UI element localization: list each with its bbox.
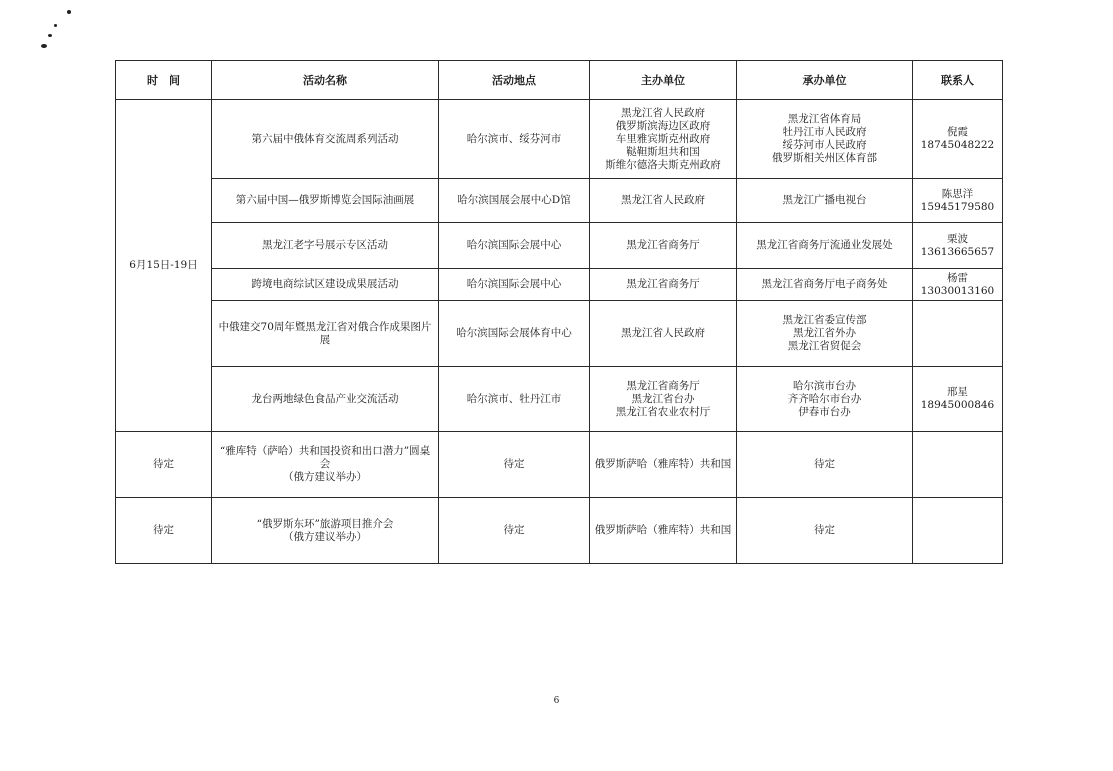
host-cell: 黑龙江省商务厅 xyxy=(590,269,737,301)
activity-name-cell: “俄罗斯东环”旅游项目推介会 （俄方建议举办） xyxy=(212,498,439,564)
organizer-cell: 待定 xyxy=(737,432,913,498)
time-cell: 待定 xyxy=(116,432,212,498)
contact-cell: 倪霞 18745048222 xyxy=(913,100,1003,179)
header-row xyxy=(116,61,1003,100)
activity-name-cell: 中俄建交70周年暨黑龙江省对俄合作成果图片展 xyxy=(212,301,439,367)
organizer-cell: 黑龙江广播电视台 xyxy=(737,179,913,223)
page-number: 6 xyxy=(553,696,560,706)
host-cell: 黑龙江省人民政府 xyxy=(590,301,737,367)
contact-cell xyxy=(913,301,1003,367)
header-activity-name: 活动名称 xyxy=(212,61,439,100)
contact-cell xyxy=(913,498,1003,564)
activity-name-cell: 跨境电商综试区建设成果展活动 xyxy=(212,269,439,301)
table-row xyxy=(116,100,1003,179)
organizer-cell: 哈尔滨市台办 齐齐哈尔市台办 伊春市台办 xyxy=(737,367,913,432)
table-row xyxy=(116,223,1003,269)
host-cell: 俄罗斯萨哈（雅库特）共和国 xyxy=(590,498,737,564)
activity-name-cell: 第六届中国—俄罗斯博览会国际油画展 xyxy=(212,179,439,223)
header-time: 时 间 xyxy=(116,61,212,100)
organizer-cell: 黑龙江省商务厅电子商务处 xyxy=(737,269,913,301)
organizer-cell: 黑龙江省委宣传部 黑龙江省外办 黑龙江省贸促会 xyxy=(737,301,913,367)
venue-cell: 待定 xyxy=(439,498,590,564)
table-row xyxy=(116,498,1003,564)
header-contact: 联系人 xyxy=(913,61,1003,100)
host-cell: 黑龙江省商务厅 xyxy=(590,223,737,269)
time-cell: 待定 xyxy=(116,498,212,564)
host-cell: 黑龙江省商务厅 黑龙江省台办 黑龙江省农业农村厅 xyxy=(590,367,737,432)
header-organizer: 承办单位 xyxy=(737,61,913,100)
activity-name-cell: 黑龙江老字号展示专区活动 xyxy=(212,223,439,269)
table-row xyxy=(116,301,1003,367)
header-venue: 活动地点 xyxy=(439,61,590,100)
activity-name-cell: 龙台两地绿色食品产业交流活动 xyxy=(212,367,439,432)
venue-cell: 哈尔滨国际会展中心 xyxy=(439,223,590,269)
contact-cell: 杨雷 13030013160 xyxy=(913,269,1003,301)
host-cell: 俄罗斯萨哈（雅库特）共和国 xyxy=(590,432,737,498)
venue-cell: 哈尔滨市、绥芬河市 xyxy=(439,100,590,179)
venue-cell: 哈尔滨国际会展体育中心 xyxy=(439,301,590,367)
table-row xyxy=(116,432,1003,498)
host-cell: 黑龙江省人民政府 xyxy=(590,179,737,223)
contact-cell: 邢星 18945000846 xyxy=(913,367,1003,432)
organizer-cell: 黑龙江省体育局 牡丹江市人民政府 绥芬河市人民政府 俄罗斯相关州区体育部 xyxy=(737,100,913,179)
activity-name-cell: “雅库特（萨哈）共和国投资和出口潜力”圆桌会 （俄方建议举办） xyxy=(212,432,439,498)
contact-cell: 栗波 13613665657 xyxy=(913,223,1003,269)
table-row xyxy=(116,179,1003,223)
venue-cell: 哈尔滨市、牡丹江市 xyxy=(439,367,590,432)
organizer-cell: 黑龙江省商务厅流通业发展处 xyxy=(737,223,913,269)
host-cell: 黑龙江省人民政府 俄罗斯滨海边区政府 车里雅宾斯克州政府 鞑靼斯坦共和国 斯维尔德洛夫斯克州政府 xyxy=(590,100,737,179)
activity-name-cell: 第六届中俄体育交流周系列活动 xyxy=(212,100,439,179)
table-row xyxy=(116,269,1003,301)
venue-cell: 哈尔滨国际会展中心 xyxy=(439,269,590,301)
header-host: 主办单位 xyxy=(590,61,737,100)
contact-cell: 陈思洋 15945179580 xyxy=(913,179,1003,223)
venue-cell: 待定 xyxy=(439,432,590,498)
venue-cell: 哈尔滨国展会展中心D馆 xyxy=(439,179,590,223)
contact-cell xyxy=(913,432,1003,498)
time-cell: 6月15日-19日 xyxy=(116,100,212,432)
table-row xyxy=(116,367,1003,432)
organizer-cell: 待定 xyxy=(737,498,913,564)
event-schedule-table xyxy=(115,60,1003,564)
